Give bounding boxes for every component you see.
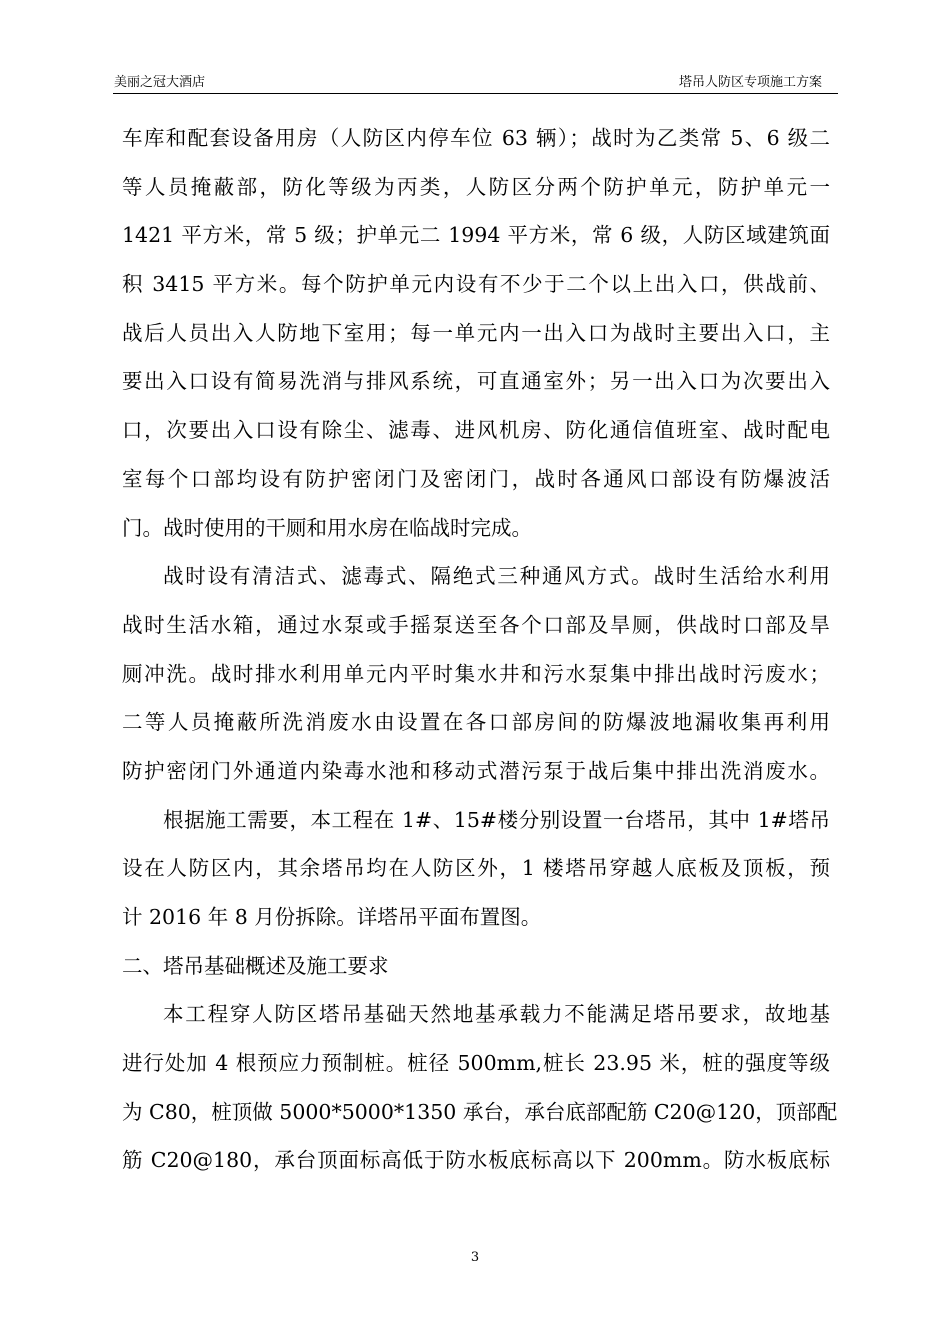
body-line: 厕冲洗。战时排水利用单元内平时集水井和污水泵集中排出战时污废水； [122, 661, 830, 686]
header-divider [113, 93, 838, 94]
body-line: 等人员掩蔽部，防化等级为丙类，人防区分两个防护单元，防护单元一 [122, 174, 830, 199]
body-line: 进行处加 4 根预应力预制桩。桩径 500mm,桩长 23.95 米，桩的强度等级 [122, 1051, 830, 1076]
header-document-title: 塔吊人防区专项施工方案 [678, 75, 822, 90]
body-line: 战后人员出入人防地下室用；每一单元内一出入口为战时主要出入口，主 [122, 320, 830, 345]
header-hotel-name: 美丽之冠大酒店 [114, 75, 206, 90]
body-line: 本工程穿人防区塔吊基础天然地基承载力不能满足塔吊要求，故地基 [163, 1002, 830, 1027]
body-line: 设在人防区内，其余塔吊均在人防区外，1 楼塔吊穿越人底板及顶板，预 [122, 856, 830, 881]
body-line: 为 C80，桩顶做 5000*5000*1350 承台，承台底部配筋 C20@120，顶部配 [122, 1099, 838, 1124]
body-line: 室每个口部均设有防护密闭门及密闭门，战时各通风口部设有防爆波活 [122, 466, 830, 491]
body-line: 筋 C20@180，承台顶面标高低于防水板底标高以下 200mm。防水板底标 [122, 1148, 830, 1173]
page-number: 3 [470, 1250, 480, 1265]
body-line: 二等人员掩蔽所洗消废水由设置在各口部房间的防爆波地漏收集再利用 [122, 710, 830, 735]
body-line: 防护密闭门外通道内染毒水池和移动式潜污泵于战后集中排出洗消废水。 [122, 758, 830, 783]
page-header [114, 74, 838, 92]
body-line: 战时生活水箱，通过水泵或手摇泵送至各个口部及旱厕，供战时口部及旱 [122, 612, 830, 637]
body-line: 根据施工需要，本工程在 1#、15#楼分别设置一台塔吊，其中 1#塔吊 [163, 807, 830, 832]
body-line: 口，次要出入口设有除尘、滤毒、进风机房、防化通信值班室、战时配电 [122, 418, 830, 443]
body-line: 计 2016 年 8 月份拆除。详塔吊平面布置图。 [122, 905, 542, 929]
body-line: 战时设有清洁式、滤毒式、隔绝式三种通风方式。战时生活给水利用 [163, 564, 830, 589]
body-line: 积 3415 平方米。每个防护单元内设有不少于二个以上出入口，供战前、 [122, 272, 830, 297]
section-heading: 二、塔吊基础概述及施工要求 [122, 953, 389, 978]
document-body [122, 114, 838, 1185]
body-line: 车库和配套设备用房（人防区内停车位 63 辆）；战时为乙类常 5、6 级二 [122, 126, 830, 150]
body-line: 要出入口设有简易洗消与排风系统，可直通室外；另一出入口为次要出入 [122, 369, 830, 394]
body-line: 门。战时使用的干厕和用水房在临战时完成。 [122, 515, 532, 540]
body-line: 1421 平方米，常 5 级；护单元二 1994 平方米，常 6 级，人防区域建筑面 [122, 223, 830, 248]
